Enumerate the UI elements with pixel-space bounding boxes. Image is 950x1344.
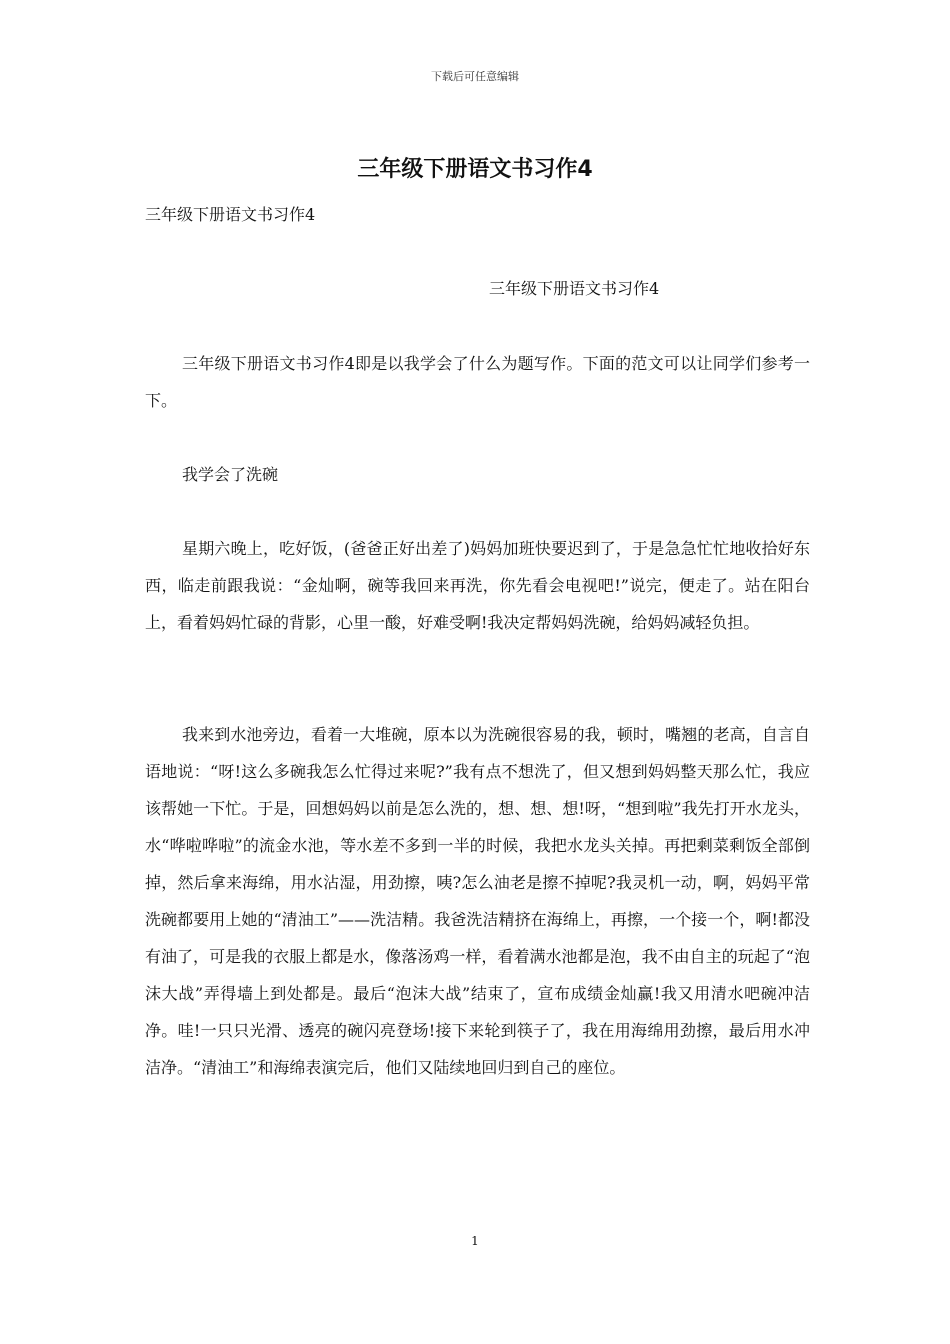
page-number: 1 <box>471 1234 479 1248</box>
subtitle-left: 三年级下册语文书习作4 <box>145 205 316 224</box>
essay-paragraph-1: 星期六晚上，吃好饭，(爸爸正好出差了)妈妈加班快要迟到了，于是急急忙忙地收拾好东西，临走前跟我说：“金灿啊，碗等我回来再洗，你先看会电视吧!”说完，便走了。站在阳台上，看着妈妈忙碌的背影，心里一酸，好难受啊!我决定帮妈妈洗碗，给妈妈减轻负担。 <box>145 539 810 632</box>
essay-paragraph-2: 我来到水池旁边，看着一大堆碗，原本以为洗碗很容易的我，顿时，嘴翘的老高，自言自语地说：“呀!这么多碗我怎么忙得过来呢?”我有点不想洗了，但又想到妈妈整天那么忙，我应该帮她一下忙。于是，回想妈妈以前是怎么洗的，想、想、想!呀，“想到啦”我先打开水龙头，水“哗啦哗啦”的流金水池，等水差不多到一半的时候，我把水龙头关掉。再把剩菜剩饭全部倒掉，然后拿来海绵，用水沾湿，用劲擦，咦?怎么油老是擦不掉呢?我灵机一动，啊，妈妈平常洗碗都要用上她的“清油工”——洗洁精。我爸洗洁精挤在海绵上，再擦，一个接一个，啊!都没有油了，可是我的衣服上都是水，像落汤鸡一样，看着满水池都是泡，我不由自主的玩起了“泡沫大战”弄得墙上到处都是。最后“泡沫大战”结束了，宣布成绩金灿赢!我又用清水吧碗冲洁净。哇!一只只光滑、透亮的碗闪亮登场!接下来轮到筷子了，我在用海绵用劲擦，最后用水冲洁净。“清油工”和海绵表演完后，他们又陆续地回归到自己的座位。 <box>145 725 810 1077</box>
subtitle-right: 三年级下册语文书习作4 <box>489 279 660 298</box>
header-note: 下载后可任意编辑 <box>431 70 519 83</box>
document-title: 三年级下册语文书习作4 <box>357 157 593 182</box>
essay-heading: 我学会了洗碗 <box>182 465 279 484</box>
intro-paragraph: 三年级下册语文书习作4即是以我学会了什么为题写作。下面的范文可以让同学们参考一下。 <box>145 354 810 410</box>
